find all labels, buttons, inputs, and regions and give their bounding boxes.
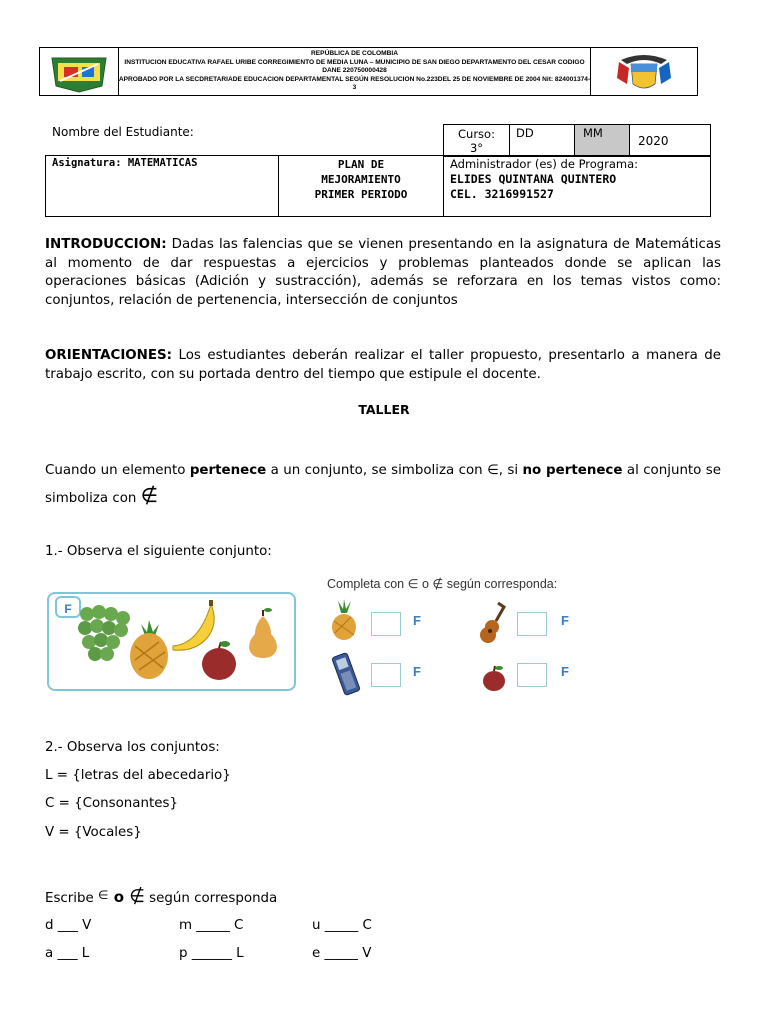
admin-label: Administrador (es) de Programa: xyxy=(450,157,639,171)
header-line-2: INSTITUCION EDUCATIVA RAFAEL URIBE CORREGIMIENTO DE MEDIA LUNA – MUNICIPIO DE SAN DIEGO DEPARTAMENTO DEL CESAR CODIGO DANE 220750000428 xyxy=(124,58,585,75)
month-cell xyxy=(575,125,630,157)
instruction-text-2: según corresponda xyxy=(144,891,278,906)
not-element-of-symbol: ∉ xyxy=(129,886,145,907)
set-label-cellphone: F xyxy=(413,664,421,679)
set-label-apple: F xyxy=(561,664,569,679)
apple-icon xyxy=(202,641,236,680)
not-in-symbol: ∉ xyxy=(140,483,159,507)
exercise-6[interactable]: e _____ V xyxy=(312,946,372,961)
set-label: F xyxy=(64,602,72,616)
answer-box-guitar[interactable] xyxy=(517,612,547,636)
apple-small-icon xyxy=(479,663,509,693)
student-name-label: Nombre del Estudiante: xyxy=(52,125,194,139)
question-1-title: 1.- Observa el siguiente conjunto: xyxy=(45,544,272,559)
symbol-rule-text-1: Cuando un elemento xyxy=(45,463,190,478)
question-2-title: 2.- Observa los conjuntos: xyxy=(45,740,220,755)
guitar-icon xyxy=(478,601,508,645)
set-C-definition: C = {Consonantes} xyxy=(45,796,178,811)
plan-line-1: PLAN DE xyxy=(337,158,385,171)
fruit-illustration xyxy=(49,594,294,689)
subject-cell xyxy=(46,156,279,216)
symbol-rule-bold-1: pertenece xyxy=(189,463,267,478)
answer-box-cellphone[interactable] xyxy=(371,663,401,687)
year-value: 2020 xyxy=(638,134,669,148)
plan-line-2: MEJORAMIENTO xyxy=(321,173,401,186)
plan-cell xyxy=(279,156,444,216)
set-label-guitar: F xyxy=(561,613,569,628)
set-label-pineapple: F xyxy=(413,613,421,628)
set-V-definition: V = {Vocales} xyxy=(45,825,142,840)
month-label: MM xyxy=(583,126,603,140)
fruit-set-box xyxy=(47,592,296,691)
cellphone-icon xyxy=(332,652,360,696)
grapes-icon xyxy=(78,605,130,661)
pineapple-icon xyxy=(130,620,168,679)
orientations-text: Los estudiantes deberán realizar el taller propuesto, presentarlo a manera de trabajo escrito, con su portada dentro del tiempo que estipule el docente. xyxy=(45,348,721,382)
banana-icon xyxy=(173,600,214,650)
header-line-3: APROBADO POR LA SECDRETARIADE EDUCACION DEPARTAMENTAL SEGÚN RESOLUCION No.223DEL 25 DE NOVIEMBRE DE 2004 Nit: 824001374-3 xyxy=(118,75,591,92)
course-date-table xyxy=(443,124,711,156)
day-cell xyxy=(510,125,575,157)
document-header xyxy=(39,47,698,96)
question-2-instruction xyxy=(45,886,277,907)
plan-line-3: PRIMER PERIODO xyxy=(314,188,408,201)
set-L-definition: L = {letras del abecedario} xyxy=(45,768,231,783)
element-of-symbol: ∈ xyxy=(98,888,109,902)
symbol-rule-text-3: al conjunto se simboliza con xyxy=(45,463,721,506)
exercise-1[interactable]: d ___ V xyxy=(45,918,92,933)
exercise-2[interactable]: m _____ C xyxy=(179,918,244,933)
orientations-label: ORIENTACIONES: xyxy=(45,348,173,363)
subject-label: Asignatura: MATEMATICAS xyxy=(52,157,198,169)
curso-cell xyxy=(444,125,510,157)
admin-name: ELIDES QUINTANA QUINTERO xyxy=(450,172,617,186)
exercise-4[interactable]: a ___ L xyxy=(45,946,90,961)
instruction-text-1: Escribe xyxy=(45,891,99,906)
header-line-1: REPÚBLICA DE COLOMBIA xyxy=(311,50,398,57)
exercise-3[interactable]: u _____ C xyxy=(312,918,372,933)
curso-value: 3° xyxy=(469,141,484,155)
day-label: DD xyxy=(516,126,534,140)
school-logo xyxy=(40,48,119,95)
complete-instruction: Completa con ∈ o ∉ según corresponda: xyxy=(327,577,558,591)
pineapple-small-icon xyxy=(329,599,359,641)
symbol-rule-paragraph xyxy=(45,458,721,511)
pear-icon xyxy=(249,608,277,658)
subject-table xyxy=(45,155,711,217)
taller-title: TALLER xyxy=(358,402,410,417)
curso-label: Curso: xyxy=(458,127,495,141)
header-text xyxy=(118,48,591,97)
colombia-coat-of-arms xyxy=(590,48,697,95)
exercise-5[interactable]: p ______ L xyxy=(179,946,244,961)
admin-cell xyxy=(444,156,710,216)
introduction-paragraph xyxy=(45,236,721,310)
introduction-text: Dadas las falencias que se vienen presentando en la asignatura de Matemáticas al momento de dar respuestas a ejercicios y problemas planteados donde se aplican las operaciones básicas (Adición y sustracción), además se reforzara en los temas vistos como: conjuntos, relación de pertenencia, intersección de conjuntos xyxy=(45,237,721,308)
answer-box-pineapple[interactable] xyxy=(371,612,401,636)
introduction-label: INTRODUCCION: xyxy=(45,237,167,252)
symbol-rule-bold-2: no pertenece xyxy=(522,463,623,478)
admin-phone: CEL. 3216991527 xyxy=(450,187,554,201)
answer-box-apple[interactable] xyxy=(517,663,547,687)
year-cell xyxy=(630,125,711,157)
orientations-paragraph xyxy=(45,347,721,384)
symbol-rule-text-2: a un conjunto, se simboliza con ∈, si xyxy=(266,463,523,478)
instruction-or: o xyxy=(108,888,130,906)
